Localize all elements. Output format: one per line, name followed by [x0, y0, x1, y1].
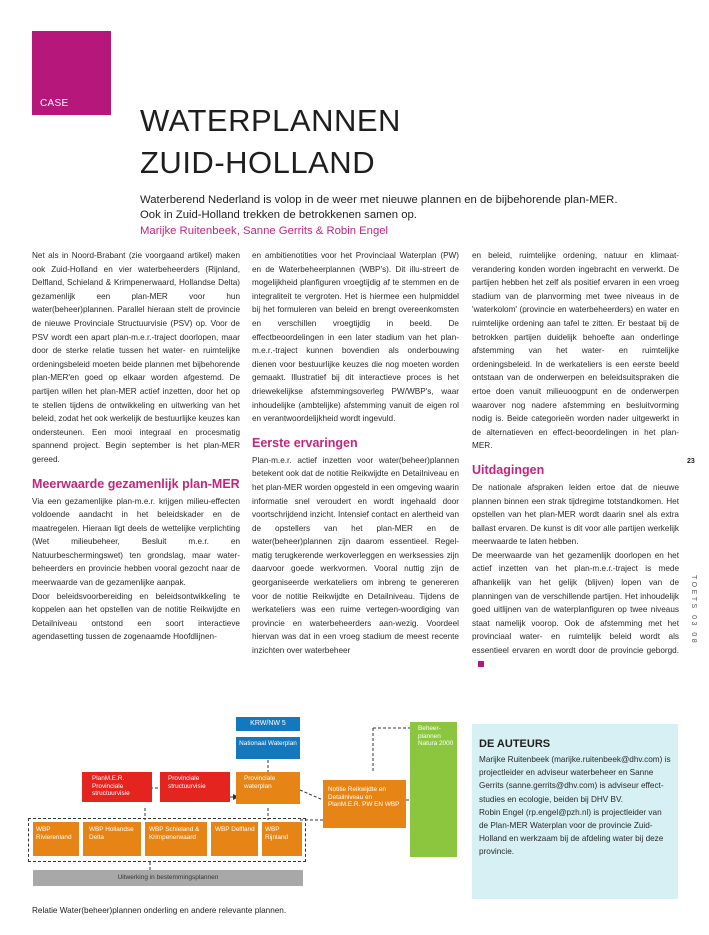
intro-line-1: Waterberend Nederland is volop in de weer met nieuwe plannen en de bijbehorende plan-MER. — [140, 194, 618, 206]
article-title — [140, 100, 401, 184]
paragraph — [472, 549, 679, 671]
wbp-delfland-box: WBP Delfland — [211, 822, 258, 856]
intro-line-2: Ook in Zuid-Holland trekken de betrokkenen samen op. — [140, 209, 417, 221]
paragraph: Plan-m.e.r. actief inzetten voor water(beheer)plannen betekent ook dat de notitie Reikwijdte en Detailniveau en het plan-MER worden opgesteld in een omgeving waarin informatie snel veroudert en wordt ingehaald door voortschrijdend inzicht. Intensief contact en alertheid van de opstellers van het plan-MER en de water(beheer)plannen zijn daarom essentieel. Regel-matig terugkerende werkoverleggen en werksessies zijn daarvoor goede werkvormen. Vooral nuttig zijn de georganiseerde werkateliers om inbreng te genereren voor de notitie Reikwijdte en Detailniveau. Tijdens de werkateliers was een ruime vertegen-woordiging van provincie en waterbeheerders aan-wezig. Voordeel hiervan was dat in een vroeg stadium de meest recente inzichten over waterbeheer — [252, 455, 459, 656]
provinciale-structuurvisie-box: Provinciale structuurvisie — [160, 772, 230, 802]
end-mark-icon — [478, 661, 484, 667]
paragraph: en ambitienotities voor het Provinciaal Waterplan (PW) en de Waterbeheerplannen (WBP's). Dit illu-streert de mogelijkheid planfiguren vroegtijdig af te stemmen en de integraliteit te vergroten. Het is hiermee een hulpmiddel bij het formuleren van beleid en brengt overeenkomsten en verschillen vroegtijdig in beeld. De effectbeoordelingen in een later stadium van het plan-m.e.r.-traject kunnen bovendien als onderbouwing dienen voor bestuurlijke keuzes die nog moeten worden gemaakt. Illustratief bij dit interactieve proces is het driewekelijkse afstemmingsoverleg PW/WBP's, waar inhoudelijke (ambtelijke) afstemming vanuit de eigen rol en verantwoordelijkheid wordt ingevuld. — [252, 251, 459, 424]
provinciaal-waterplan-box: Provinciale waterplan — [236, 772, 300, 804]
column-1 — [32, 249, 240, 644]
wbp-rijnland-box: WBP Rijnland — [262, 822, 302, 856]
column-2 — [252, 249, 459, 658]
nationaal-waterplan-box: Nationaal Waterplan — [236, 737, 300, 759]
authors-heading: DE AUTEURS — [479, 738, 551, 750]
title-line-2: ZUID-HOLLAND — [140, 145, 376, 180]
journal-label: TOETS 03 08 — [690, 575, 697, 646]
authors-paragraph: Robin Engel (rp.engel@pzh.nl) is projectleider van de Plan-MER Waterplan voor de provincie Zuid-Holland en werkzaam bij de afdeling water bij deze provincie. — [479, 807, 664, 857]
section-heading-meerwaarde: Meerwaarde gezamenlijk plan-MER — [32, 476, 240, 491]
uitwerking-bar: Uitwerking in bestemmingsplannen — [33, 870, 303, 886]
intro — [140, 193, 680, 223]
wbp-rivierenland-box: WBP Rivierenland — [33, 822, 79, 856]
paragraph: Via een gezamenlijke plan-m.e.r. krijgen milieu-effecten voldoende aandacht in het beleidskader en de maatregelen. Hieraan ligt deels de wettelijke verplichting (Wet milieubeheer, Besluit m.e.r. en Natuurbeschermingswet) ten grondslag, maar water-beheerders en provincie hebben vooral gezocht naar de meerwaarde van de gezamenlijke aanpak. — [32, 496, 240, 588]
wbp-schieland-box: WBP Schieland & Krimpenerwaard — [145, 822, 207, 856]
title-line-1: WATERPLANNEN — [140, 103, 401, 138]
beheerplannen-natura-box: Beheer-plannen Natura 2000 — [410, 722, 457, 857]
paragraph: en beleid, ruimtelijke ordening, natuur en klimaat-verandering konden worden ingebracht en verwerkt. De partijen hebben het zelf als positief ervaren in een vroeg stadium van de planvorming met twee niveaus in de 'waterkolom' (provincie en waterbeheerders) en water en ruimtelijke ordening aan tafel te zitten. Er bestaat bij de betrokken partijen duidelijk behoefte aan onderlinge afstemming van het water- en ruimtelijke ordeningsbeleid. In de werkateliers is een eerste beeld ontstaan van de onderwerpen en beleidsuitspraken die ertoe doen vanuit milieuoogpunt en de onderwerpen waarover nog nadere afstemming en besluitvorming nodig is. Beide categorieën worden nader uitgewerkt in de alternatieven en effect-beoordelingen in het plan-MER. — [472, 251, 679, 451]
column-3 — [472, 249, 679, 671]
diagram-caption: Relatie Water(beheer)plannen onderling en andere relevante plannen. — [32, 906, 287, 915]
paragraph: Net als in Noord-Brabant (zie voorgaand artikel) maken ook Zuid-Holland en vier waterbeheerders (Rijnland, Delfland, Schieland & Krimpenerwaard, Hollandse Delta) gezamenlijk een plan-MER voor hun water(beheer)plannen. Parallel hieraan stelt de provincie de nieuwe Provinciale Structuurvisie (PSV) op. Voor de PSV wordt een apart plan-m.e.r.-traject doorlopen, maar door de sterke relatie tussen het water- en ruimtelijke ordeningsbeleid moeten beide plannen met bijbehorende plan-MER'en goed op elkaar worden afgestemd. De partijen willen het plan-MER actief inzetten, door het op te stellen tijdens de ontwikkeling en uitwerking van het beleid, zodat het ook werkelijk de bestuurlijke keuzes kan ondersteunen. Een mooi integraal en procesmatig spannend project. Begin september is het plan-MER gereed. — [32, 251, 240, 464]
case-label: CASE — [40, 98, 69, 109]
planmer-psv-box: PlanM.E.R. Provinciale structuurvisie — [82, 772, 152, 802]
section-heading-eerste: Eerste ervaringen — [252, 435, 358, 450]
section-heading-uitdagingen: Uitdagingen — [472, 462, 545, 477]
authors-paragraph: Marijke Ruitenbeek (marijke.ruitenbeek@dhv.com) is projectleider en adviseur waterbeheer en Sanne Gerrits (sanne.gerrits@dhv.com) is adviseur effect-studies en ecologie, beiden bij DHV BV. — [479, 755, 671, 804]
page-number: 23 — [687, 458, 695, 465]
paragraph: Door beleidsvoorbereiding en beleidsontwikkeling te koppelen aan het opstellen van de notitie Reikwijdte en Detailniveau ontstond een soort interactieve agendasetting tussen de zogenaamde Hoofdlijnen- — [32, 591, 240, 642]
paragraph: De nationale afspraken leiden ertoe dat de nieuwe plannen binnen een strak tijdregime totstandkomen. Het opstellen van het plan-MER wordt daarin snel als extra ballast ervaren. De kunst is dit voor alle partijen werkelijk meerwaarde te laten hebben. — [472, 482, 679, 547]
byline: Marijke Ruitenbeek, Sanne Gerrits & Robin Engel — [140, 225, 389, 237]
krw-box: KRW/NW 5 — [236, 717, 300, 731]
paragraph-text: De meerwaarde van het gezamenlijk doorlopen en het actief inzetten van het plan-m.e.r.-traject is mede afhankelijk van het gelijk (blijven) lopen van de planningen van de verschillende partijen. Het inhoudelijk goed uitlijnen van de waterplanfiguren op twee niveaus staat namelijk voorop. Ook de afstemming met het provinciaal water- en ruimtelijk beleid wordt als essentieel ervaren en wordt door de provincie geborgd. — [472, 550, 679, 656]
notitie-reikwijdte-box: Notitie Reikwijdte en Detailniveau en PlanM.E.R. PW EN WBP — [323, 780, 406, 828]
wbp-hollandse-delta-box: WBP Hollandse Delta — [83, 822, 141, 856]
case-rule — [32, 113, 111, 115]
authors-box — [472, 724, 678, 899]
